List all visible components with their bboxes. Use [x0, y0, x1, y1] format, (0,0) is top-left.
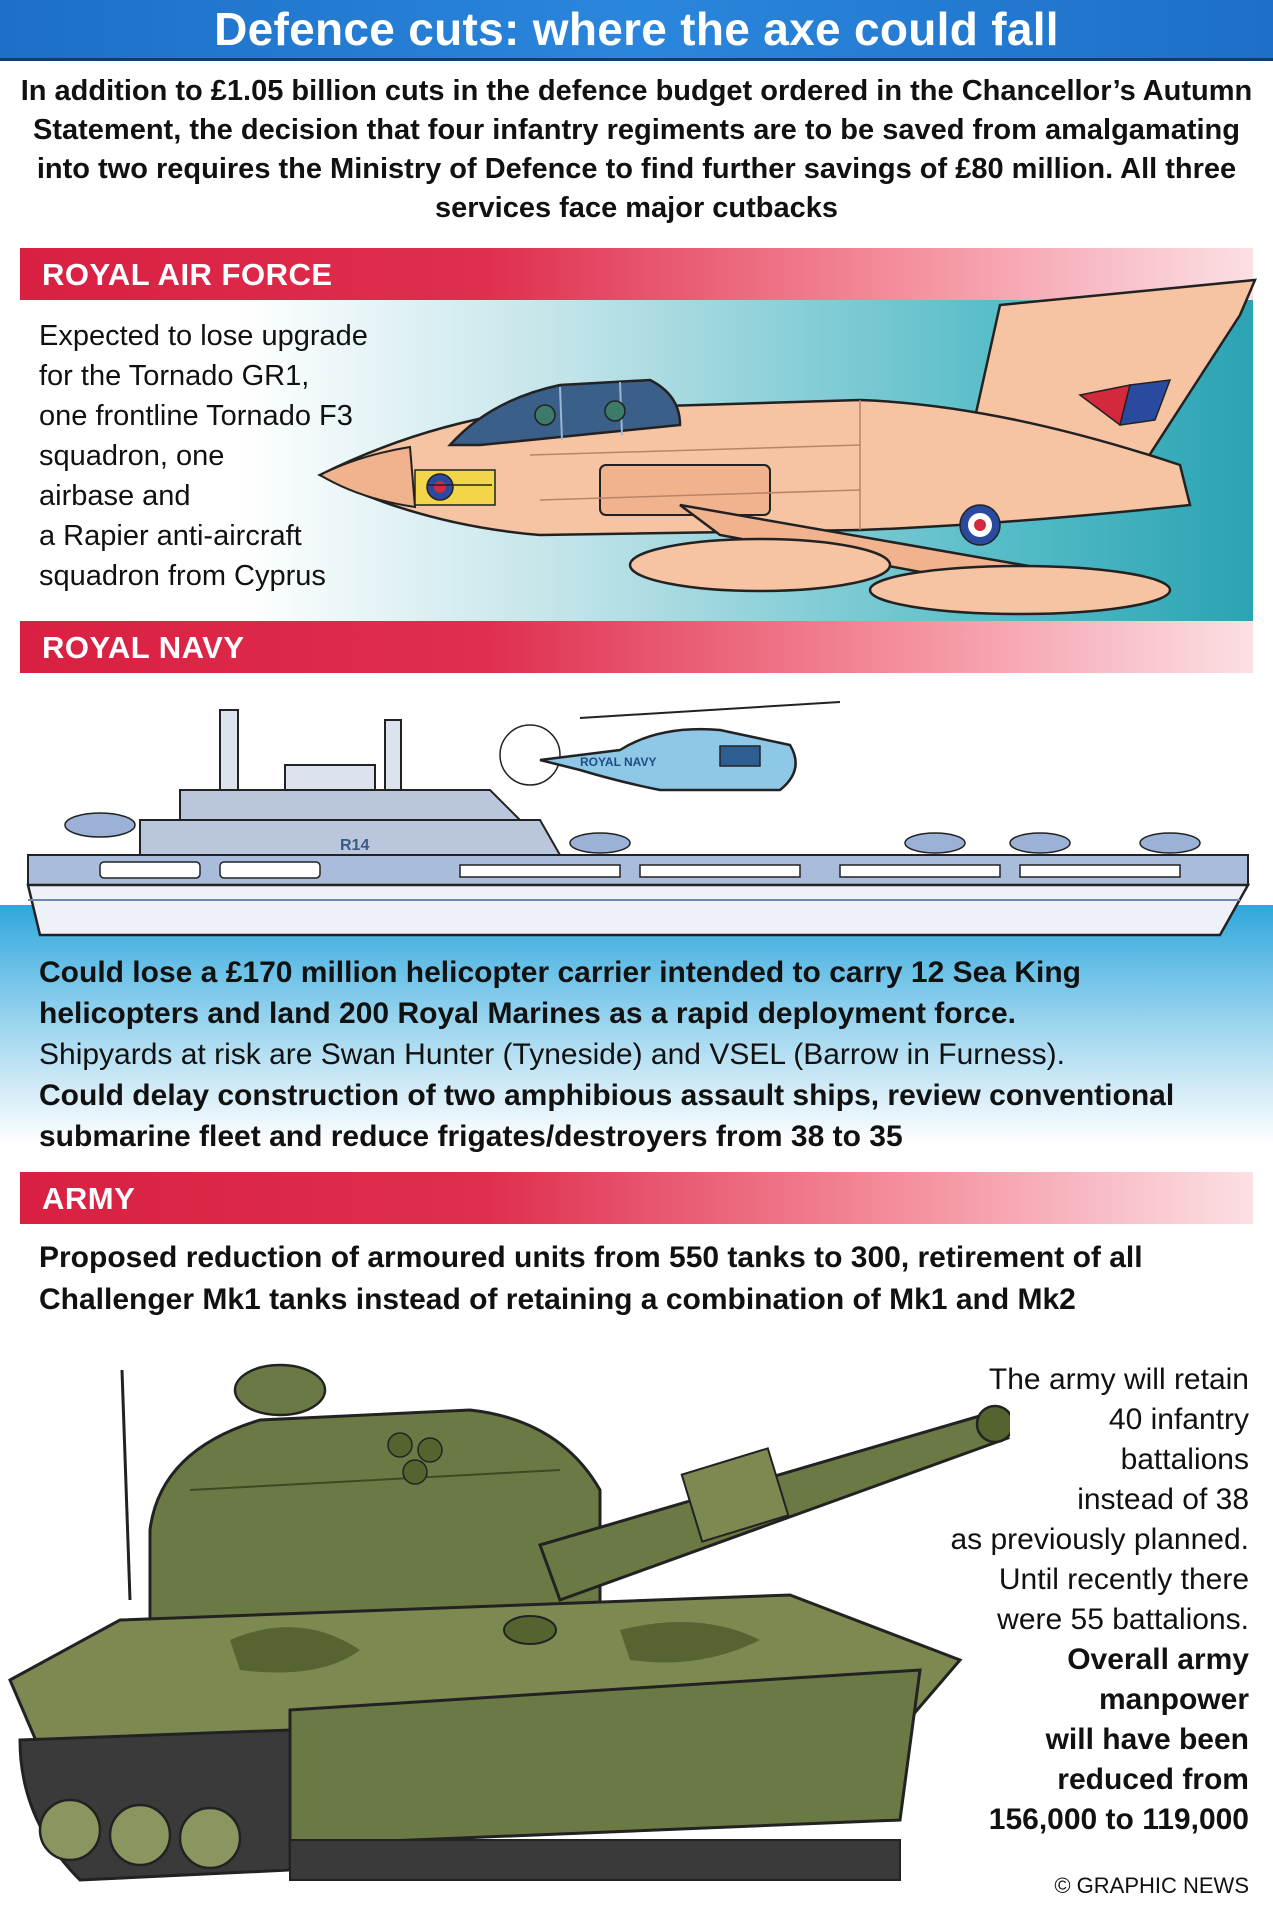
navy-description — [39, 952, 1239, 1157]
army-manpower-line: Overall army — [1067, 1643, 1249, 1676]
army-line: instead of 38 — [1077, 1483, 1249, 1516]
navy-paragraph-delays: Could delay construction of two amphibious assault ships, review conventional submarine fleet and reduce frigates/destroyers from 38 to 35 — [39, 1079, 1175, 1153]
navy-paragraph-shipyards: Shipyards at risk are Swan Hunter (Tyneside) and VSEL (Barrow in Furness). — [39, 1038, 1065, 1071]
navy-heading: ROYAL NAVY — [42, 630, 245, 665]
raf-line: one frontline Tornado F3 — [39, 400, 353, 432]
raf-description — [39, 316, 459, 596]
credit-line: © GRAPHIC NEWS — [1054, 1873, 1249, 1898]
army-line: battalions — [1120, 1443, 1249, 1476]
army-line: 40 infantry — [1108, 1403, 1249, 1436]
army-section-header — [20, 1172, 1253, 1224]
army-manpower-line: 156,000 to 119,000 — [988, 1803, 1249, 1836]
helicopter-carrier-illustration — [20, 690, 1253, 940]
army-line: Until recently there — [998, 1563, 1249, 1596]
intro-text: In addition to £1.05 billion cuts in the defence budget ordered in the Chancellor’s Autumn Statement, the decision that four infantry regiments are to be saved from amalgamating into two requires the Ministry of Defence to find further savings of £80 million. All three services face major cutbacks — [20, 75, 1253, 224]
raf-line: airbase and — [39, 480, 191, 512]
army-manpower-line: reduced from — [1057, 1763, 1249, 1796]
army-description — [869, 1360, 1249, 1840]
raf-heading: ROYAL AIR FORCE — [42, 257, 333, 292]
army-manpower-line: will have been — [1045, 1723, 1249, 1756]
raf-line: for the Tornado GR1, — [39, 360, 310, 392]
army-intro-text: Proposed reduction of armoured units from 550 tanks to 300, retirement of all Challenger Mk1 tanks instead of retaining a combination of Mk1 and Mk2 — [39, 1241, 1143, 1316]
helicopter-marking: ROYAL NAVY — [580, 755, 657, 769]
army-line: The army will retain — [988, 1363, 1249, 1396]
army-line: as previously planned. — [950, 1523, 1249, 1556]
ship-pennant-number: R14 — [340, 837, 370, 854]
army-heading: ARMY — [42, 1181, 136, 1216]
challenger-tank-illustration — [0, 1340, 1010, 1900]
army-line: were 55 battalions. — [997, 1603, 1249, 1636]
raf-line: Expected to lose upgrade — [39, 320, 368, 352]
raf-line: squadron, one — [39, 440, 225, 472]
title-bar — [0, 0, 1273, 61]
raf-line: squadron from Cyprus — [39, 560, 326, 592]
navy-paragraph-carrier: Could lose a £170 million helicopter carrier intended to carry 12 Sea King helicopters and land 200 Royal Marines as a rapid deployment force. — [39, 956, 1082, 1030]
army-manpower-line: manpower — [1098, 1683, 1249, 1716]
raf-line: a Rapier anti-aircraft — [39, 520, 302, 552]
navy-section-header — [20, 621, 1253, 673]
page-title: Defence cuts: where the axe could fall — [214, 3, 1059, 55]
